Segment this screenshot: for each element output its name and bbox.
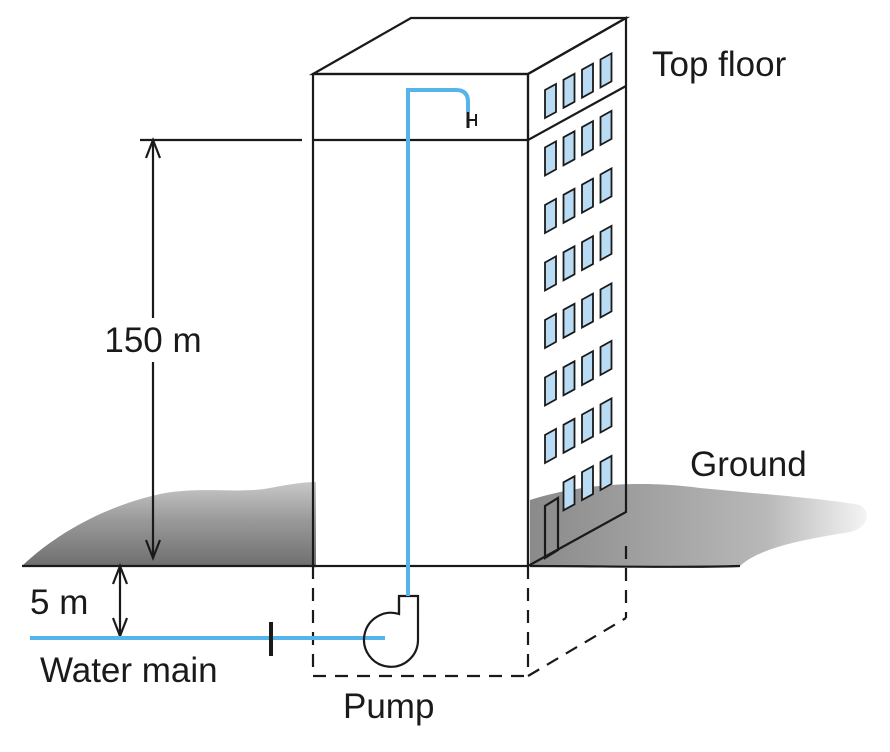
building-roof [313, 18, 626, 74]
window [601, 168, 612, 202]
window [564, 476, 575, 510]
window [582, 409, 593, 443]
ground-surface [22, 482, 867, 567]
window [545, 199, 556, 233]
window [545, 141, 556, 175]
window [564, 361, 575, 395]
building-front-face [313, 74, 528, 566]
window [545, 429, 556, 463]
window [582, 294, 593, 328]
window [601, 53, 612, 87]
window [564, 131, 575, 165]
window [601, 111, 612, 145]
window [601, 283, 612, 317]
building-height-label: 150 m [104, 321, 202, 360]
faucet-icon [468, 112, 476, 128]
window [545, 256, 556, 290]
window [582, 121, 593, 155]
window [545, 371, 556, 405]
window-grid [545, 53, 612, 510]
top-floor-label: Top floor [652, 45, 787, 84]
window [545, 314, 556, 348]
pump-depth-label: 5 m [30, 583, 89, 622]
riser-pipe [408, 90, 476, 596]
window [564, 74, 575, 108]
window [582, 64, 593, 98]
window [601, 226, 612, 260]
window [601, 398, 612, 432]
window [582, 466, 593, 500]
window [582, 351, 593, 385]
window [564, 419, 575, 453]
window [564, 189, 575, 223]
window [564, 246, 575, 280]
ground-label: Ground [690, 445, 807, 484]
window [545, 84, 556, 118]
pump [364, 596, 418, 667]
window [601, 341, 612, 375]
pump-depth-dimension [30, 566, 127, 636]
window [564, 304, 575, 338]
window [601, 456, 612, 490]
pump-label: Pump [343, 687, 435, 726]
water-main-label: Water main [40, 651, 218, 690]
window [582, 179, 593, 213]
window [582, 236, 593, 270]
